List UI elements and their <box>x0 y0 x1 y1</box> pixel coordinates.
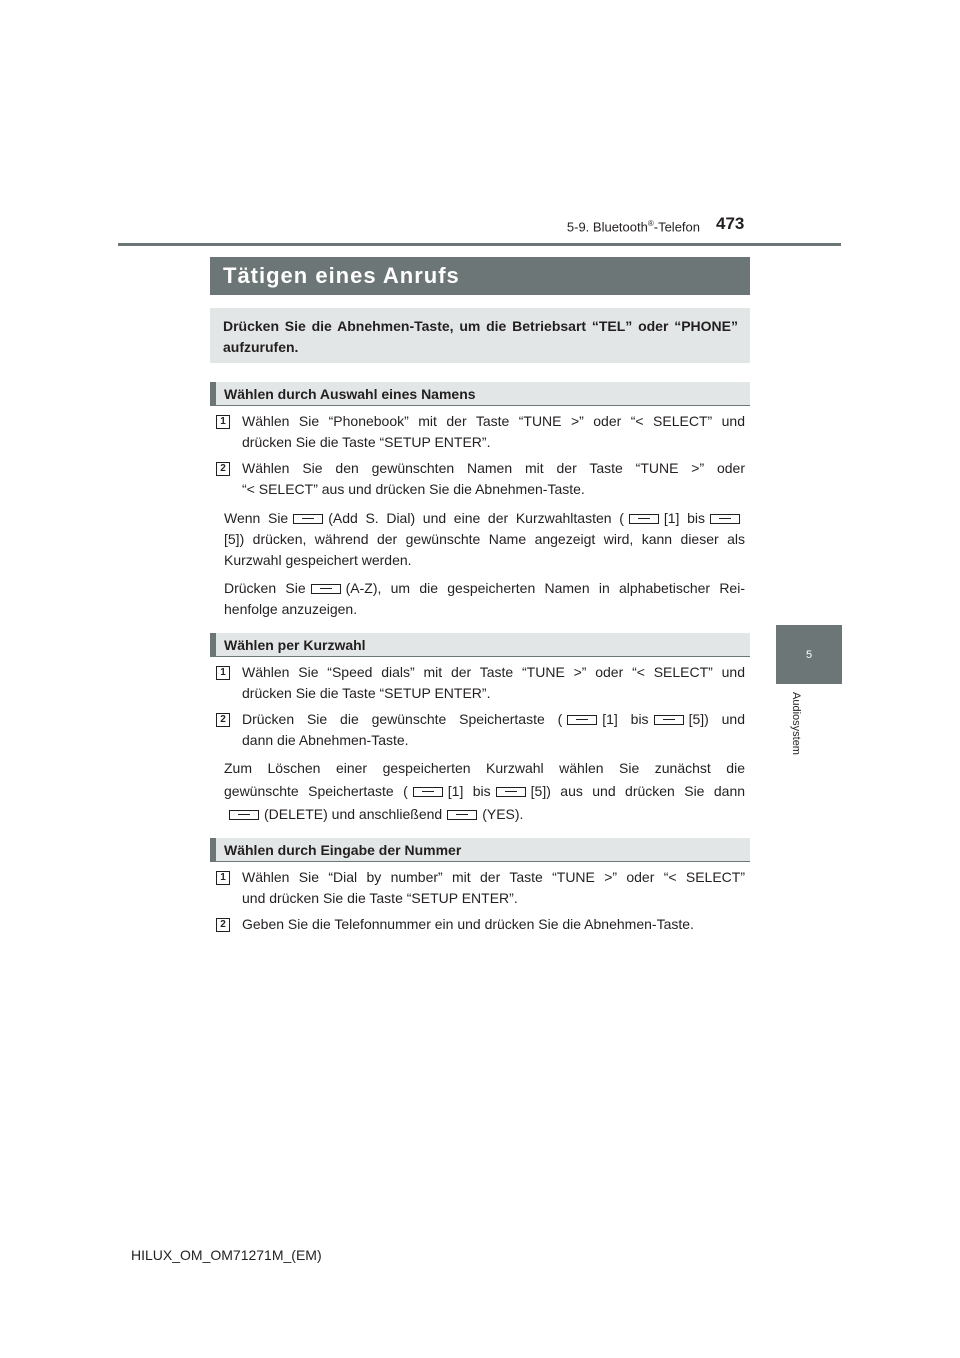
step-badge: 1 <box>216 666 230 680</box>
step-text: Wählen Sie “Dial by number” mit der Taste “TUNE >” oder “< SELECT” und drücken Sie die Taste “SETUP ENTER”. <box>242 869 745 906</box>
soft-key-icon <box>293 514 323 524</box>
step-badge: 2 <box>216 918 230 932</box>
section-breadcrumb: 5-9. Bluetooth®-Telefon <box>566 219 700 235</box>
step-text: Geben Sie die Telefonnummer ein und drücken Sie die Abnehmen-Taste. <box>242 916 694 932</box>
soft-key-icon <box>311 584 341 594</box>
section-heading-name-selection: Wählen durch Auswahl eines Namens <box>210 382 750 406</box>
intro-box: Drücken Sie die Abnehmen-Taste, um die Betriebsart “TEL” oder “PHONE” aufzurufen. <box>210 308 750 363</box>
step-badge: 2 <box>216 462 230 476</box>
page-number: 473 <box>716 214 745 233</box>
header-divider <box>118 243 841 246</box>
step-text: Wählen Sie den gewünschten Namen mit der Taste “TUNE >” oder “< SELECT” aus und drücken Sie die Abnehmen-Taste. <box>242 460 745 497</box>
section-heading-number-entry: Wählen durch Eingabe der Nummer <box>210 838 750 862</box>
step-text: Drücken Sie die gewünschte Speichertaste ( [1] bis [5]) und dann die Abnehmen-Taste. <box>242 711 745 748</box>
note-text: Drücken Sie (A-Z), um die gespeicherten Namen in alphabetischer Rei- henfolge anzuzeigen. <box>224 580 745 617</box>
step-text: Wählen Sie “Speed dials” mit der Taste “TUNE >” oder “< SELECT” und drücken Sie die Taste “SETUP ENTER”. <box>242 664 745 701</box>
soft-key-icon <box>496 787 526 797</box>
soft-key-icon <box>567 715 597 725</box>
soft-key-icon <box>629 514 659 524</box>
note-text: Wenn Sie (Add S. Dial) und eine der Kurzwahltasten ( [1] bis [5]) drücken, während der gewünschte Name angezeigt wird, kann dieser als Kurzwahl gespeichert werden. <box>224 510 745 568</box>
soft-key-icon <box>710 514 740 524</box>
document-code: HILUX_OM_OM71271M_(EM) <box>131 1247 322 1263</box>
page-title: Tätigen eines Anrufs <box>210 257 750 295</box>
section-heading-speed-dial: Wählen per Kurzwahl <box>210 633 750 657</box>
step-badge: 1 <box>216 415 230 429</box>
soft-key-icon <box>229 810 259 820</box>
note-text: Zum Löschen einer gespeicherten Kurzwahl wählen Sie zunächst die gewünschte Speichertaste ( [1] bis [5]) aus und drücken Sie dann (DELETE) und anschließend (YES). <box>224 760 746 822</box>
chapter-label: Audiosystem <box>790 692 802 755</box>
step-badge: 1 <box>216 871 230 885</box>
soft-key-icon <box>447 810 477 820</box>
step-text: Wählen Sie “Phonebook” mit der Taste “TUNE >” oder “< SELECT” und drücken Sie die Taste “SETUP ENTER”. <box>242 413 745 450</box>
soft-key-icon <box>654 715 684 725</box>
soft-key-icon <box>413 787 443 797</box>
step-badge: 2 <box>216 713 230 727</box>
chapter-tab: 5 <box>776 625 842 684</box>
